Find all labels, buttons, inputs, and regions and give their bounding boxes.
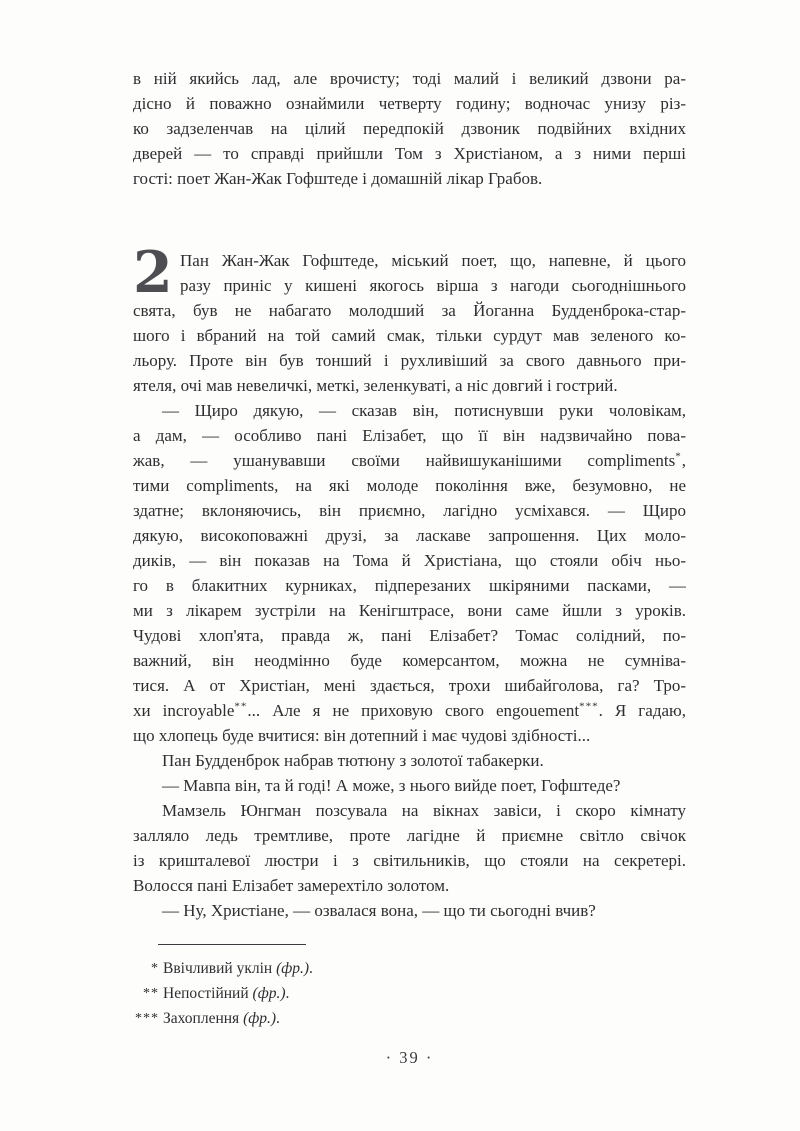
- text-line: тими compliments, на які молоде покоління вже, безумовно, не: [133, 476, 686, 495]
- footnote-item: [133, 981, 686, 1006]
- text-line: шого і вбраний на той самий смак, тільки сурдут мав зеленого ко-: [133, 326, 686, 345]
- text-line: льору. Проте він був тонший і рухливіший за свого давнього при-: [133, 351, 686, 370]
- text-line: гості: поет Жан-Жак Гофштеде і домашній лікар Грабов.: [133, 169, 543, 188]
- text-line: свята, був не набагато молодший за Йоганна Будденброка-стар-: [133, 301, 686, 320]
- footnote-list: [133, 956, 686, 1031]
- text-line: а дам, — особливо пані Елізабет, що її він надзвичайно пова-: [133, 426, 686, 445]
- text-line: залляло ледь тремтливе, проте лагідне й приємне світло свічок: [133, 826, 686, 845]
- text-line: — Щиро дякую, — сказав він, потиснувши руки чоловікам,: [162, 401, 686, 420]
- text-line: дісно й поважно ознаймили четверту годину; водночас унизу різ-: [133, 94, 686, 113]
- text-line: го в блакитних курниках, підперезаних шкіряними пасками, —: [133, 576, 686, 595]
- text-line: ко задзеленчав на цілий передпокій дзвоник подвійних вхідних: [133, 119, 686, 138]
- footnote-reference-mark: ***: [579, 700, 599, 713]
- text-line: хи incroyable**... Але я не приховую свого engouement***. Я гадаю,: [133, 700, 686, 720]
- text-line: диків, — він показав на Тома й Христіана, що стояли обіч ньо-: [133, 551, 686, 570]
- text-line: в ній якийсь лад, але врочисту; тоді малий і великий дзвони ра-: [133, 69, 686, 88]
- footnote-text: Ввічливий уклін (фр.).: [163, 960, 313, 977]
- text-line: Мамзель Юнгман позсувала на вікнах завіси, і скоро кімнату: [162, 801, 686, 820]
- footnote-text: Непостійний (фр.).: [163, 985, 290, 1002]
- paragraph: [133, 66, 686, 191]
- paragraph: [133, 898, 686, 923]
- footnote-marker: *: [151, 961, 159, 976]
- text-line: жав, — ушанувавши своїми найвишуканішими compliments*,: [133, 450, 686, 470]
- text-line: разу приніс у кишені якогось вірша з нагоди сьогоднішнього: [180, 276, 686, 295]
- footnote-reference-mark: *: [675, 450, 682, 463]
- page-number: · 39 ·: [385, 1048, 434, 1067]
- text-line: — Ну, Христіане, — озвалася вона, — що ти сьогодні вчив?: [162, 901, 596, 920]
- text-line: — Мавпа він, та й годі! А може, з нього вийде поет, Гофштеде?: [162, 776, 621, 795]
- footnote-reference-mark: **: [234, 700, 248, 713]
- text-line: Пан Будденброк набрав тютюну з золотої табакерки.: [162, 751, 544, 770]
- text-line: що хлопець буде вчитися: він дотепний і має чудові здібності...: [133, 726, 591, 745]
- text-line: Пан Жан-Жак Гофштеде, міський поет, що, напевне, й цього: [180, 251, 686, 270]
- text-line: тися. А от Христіан, мені здається, трохи шибайголова, га? Тро-: [133, 676, 686, 695]
- text-line: Волосся пані Елізабет замерехтіло золотом.: [133, 876, 450, 895]
- text-line: із кришталевої люстри і з світильників, що стояли на секретері.: [133, 851, 686, 870]
- footnote-marker: ***: [135, 1011, 159, 1026]
- text-line: дякую, високоповажні друзі, за ласкаве запрошення. Цих моло-: [133, 526, 686, 545]
- paragraph: [133, 239, 686, 398]
- text-line: дверей — то справді прийшли Том з Христіаном, а з ними перші: [133, 144, 686, 163]
- text-line: важний, він неодмінно буде комерсантом, можна не сумніва-: [133, 651, 686, 670]
- footnotes: [133, 944, 686, 1031]
- drop-cap-section-number: 2: [133, 239, 173, 306]
- paragraph: [133, 748, 686, 773]
- paragraph: [133, 798, 686, 898]
- footnote-item: [133, 956, 686, 981]
- footnote-item: [133, 1006, 686, 1031]
- footnote-marker: **: [143, 986, 159, 1001]
- paragraph: [133, 398, 686, 748]
- footnote-text: Захоплення (фр.).: [163, 1010, 280, 1027]
- text-block: [133, 66, 686, 923]
- text-line: Чудові хлоп'ята, правда ж, пані Елізабет? Томас солідний, по-: [133, 626, 686, 645]
- footnote-separator: [158, 944, 306, 945]
- text-line: ми з лікарем зустріли на Кенігштрасе, вони саме йшли з уроків.: [133, 601, 686, 620]
- paragraph: [133, 773, 686, 798]
- text-line: ятеля, очі мав невеличкі, меткі, зеленкуваті, а ніс довгий і гострий.: [133, 376, 618, 395]
- text-line: здатне; вклоняючись, він приємно, лагідно усміхався. — Щиро: [133, 501, 686, 520]
